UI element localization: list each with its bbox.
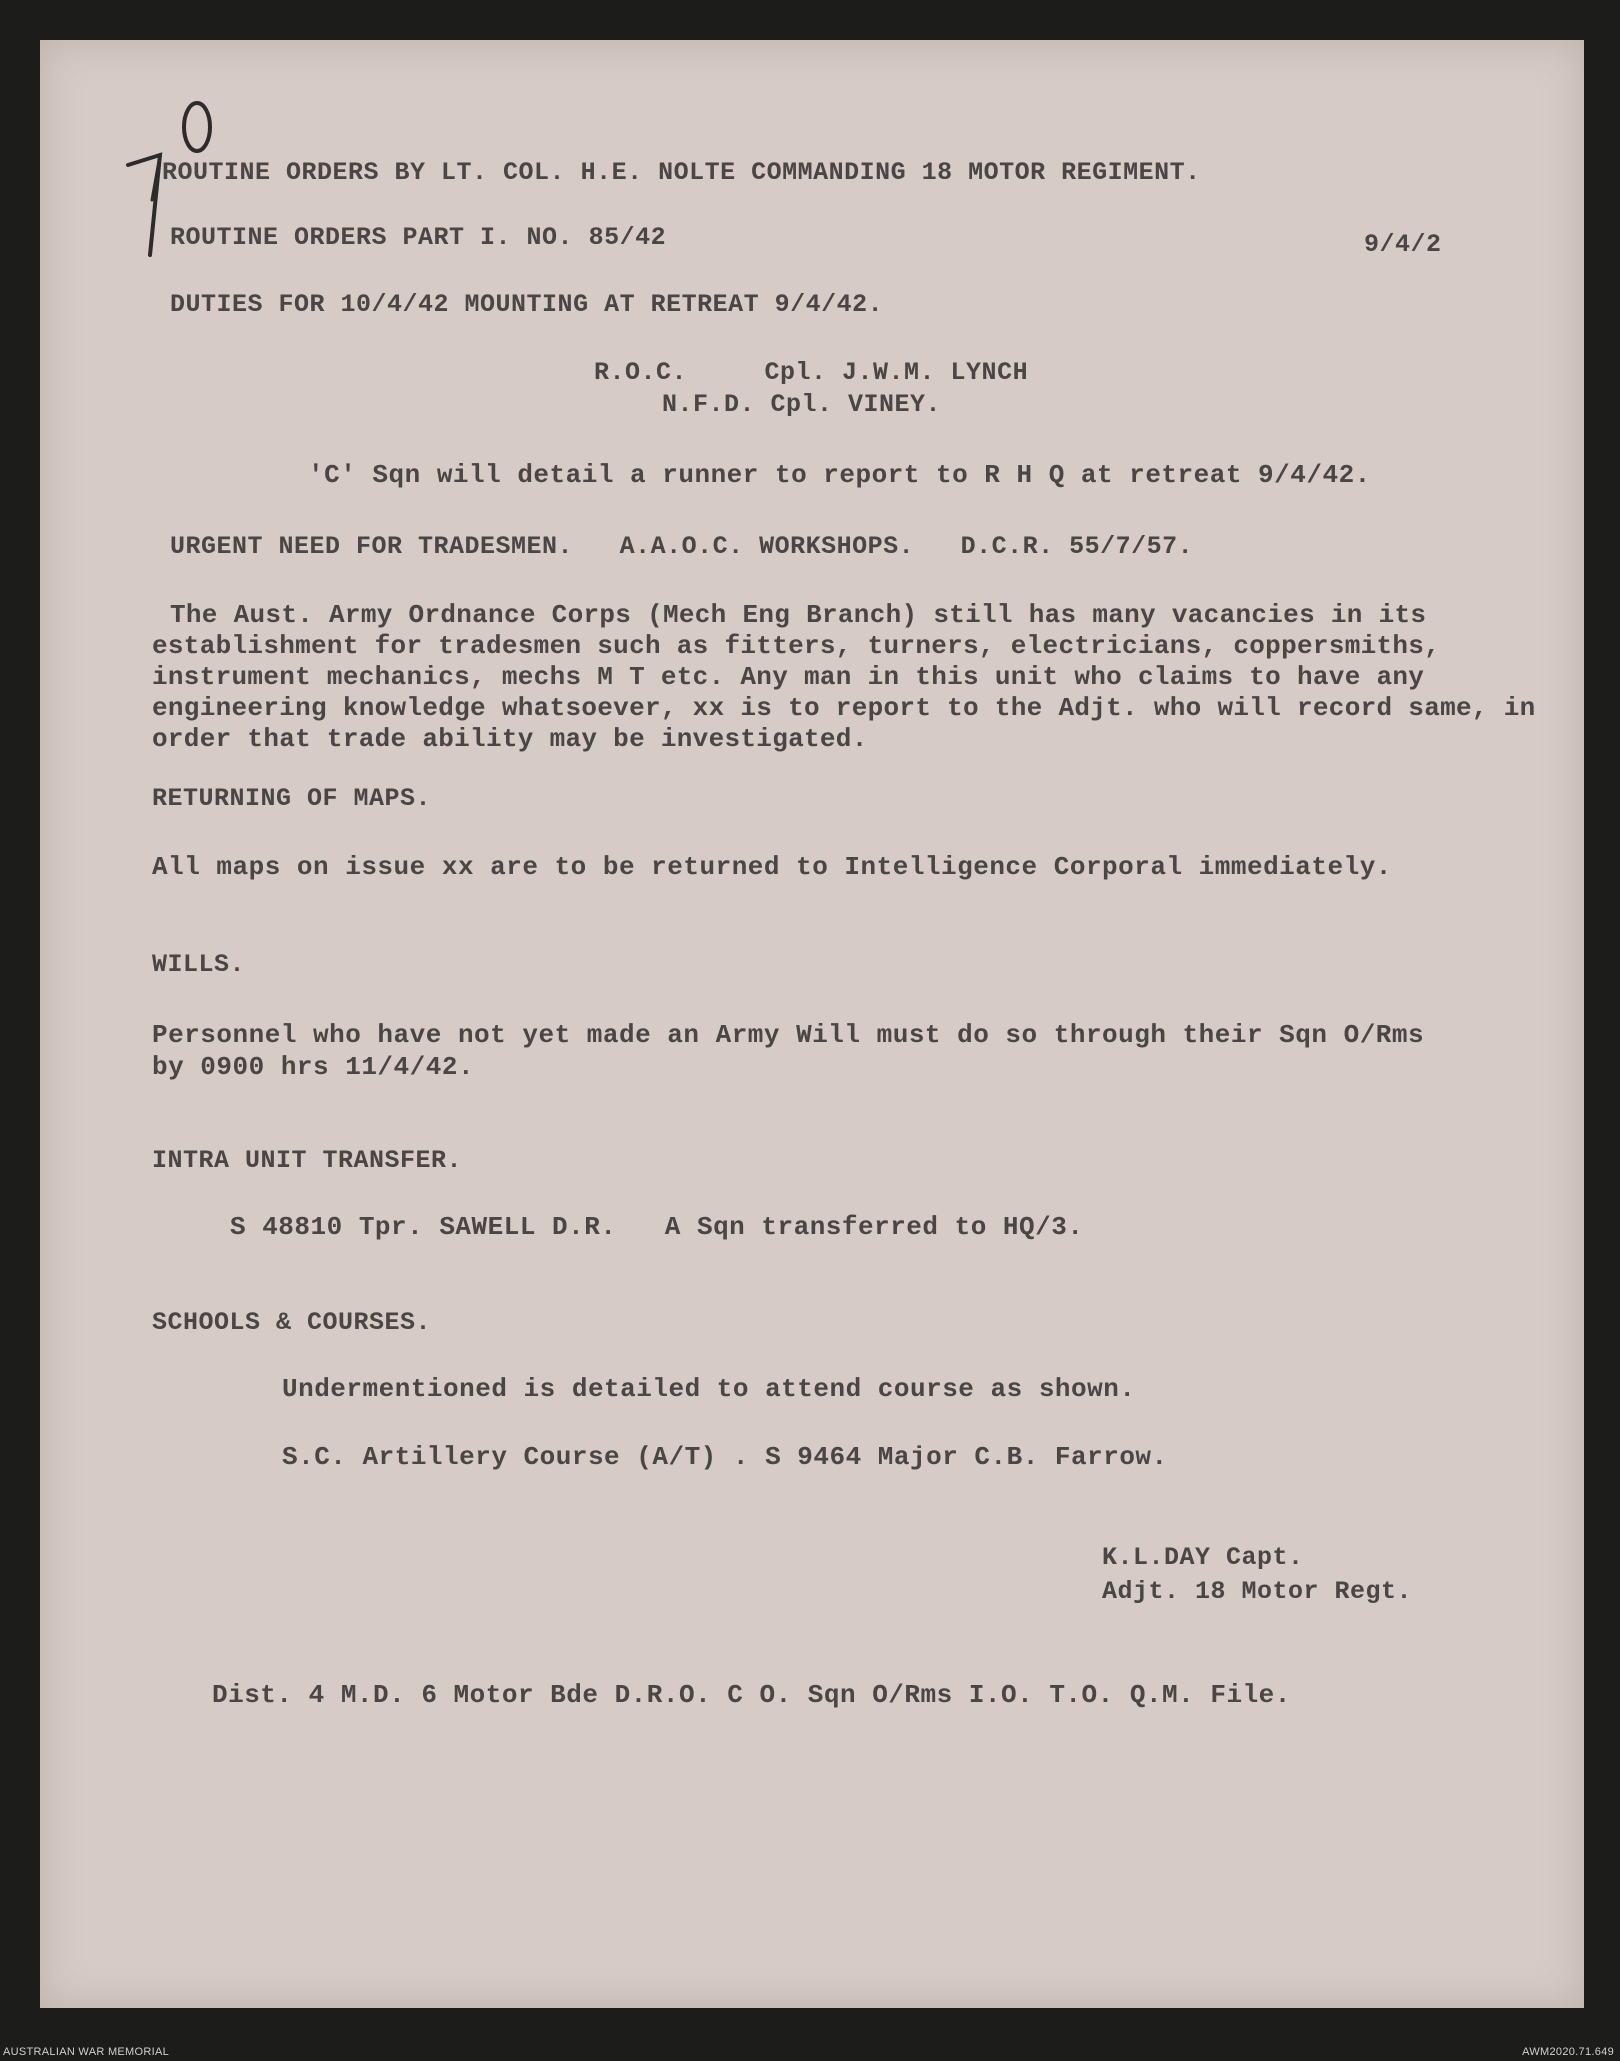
wills-line-1: Personnel who have not yet made an Army Will must do so through their Sqn O/Rms	[152, 1020, 1425, 1050]
schools-line-1: Undermentioned is detailed to attend course as shown.	[282, 1374, 1136, 1404]
signature-title: Adjt. 18 Motor Regt.	[1102, 1577, 1413, 1606]
transfer-line: S 48810 Tpr. SAWELL D.R. A Sqn transferred to HQ/3.	[230, 1212, 1084, 1242]
signature-name: K.L.DAY Capt.	[1102, 1543, 1304, 1572]
maps-heading: RETURNING OF MAPS.	[152, 784, 432, 813]
duty-nfd: N.F.D. Cpl. VINEY.	[662, 390, 942, 419]
schools-line-2: S.C. Artillery Course (A/T) . S 9464 Major C.B. Farrow.	[282, 1442, 1168, 1472]
maps-paragraph: All maps on issue xx are to be returned to Intelligence Corporal immediately.	[152, 852, 1392, 882]
distribution-line: Dist. 4 M.D. 6 Motor Bde D.R.O. C O. Sqn O/Rms I.O. T.O. Q.M. File.	[212, 1680, 1291, 1710]
footer-left: AUSTRALIAN WAR MEMORIAL	[3, 2046, 170, 2058]
tradesmen-heading: URGENT NEED FOR TRADESMEN. A.A.O.C. WORKSHOPS. D.C.R. 55/7/57.	[170, 532, 1194, 561]
document-page	[40, 40, 1584, 2008]
transfer-heading: INTRA UNIT TRANSFER.	[152, 1146, 463, 1175]
document-date: 9/4/2	[1364, 230, 1442, 259]
schools-heading: SCHOOLS & COURSES.	[152, 1308, 432, 1337]
tradesmen-paragraph: The Aust. Army Ordnance Corps (Mech Eng Branch) still has many vacancies in its establishment for tradesmen such as fitters, turners, electricians, coppersmiths, instrument mechanics, mechs M T etc. Any man in this unit who claims to have any engineering knowledge whatsoever, xx is to report to the Adjt. who will record same, in order that trade ability may be investigated.	[152, 600, 1536, 754]
orders-heading: ROUTINE ORDERS BY LT. COL. H.E. NOLTE COMMANDING 18 MOTOR REGIMENT.	[162, 158, 1201, 187]
duties-heading: DUTIES FOR 10/4/42 MOUNTING AT RETREAT 9/4/42.	[170, 290, 884, 319]
runner-line: 'C' Sqn will detail a runner to report to R H Q at retreat 9/4/42.	[308, 460, 1371, 490]
wills-heading: WILLS.	[152, 950, 246, 979]
wills-line-2: by 0900 hrs 11/4/42.	[152, 1052, 475, 1082]
orders-subheading: ROUTINE ORDERS PART I. NO. 85/42	[170, 223, 667, 252]
footer-right: AWM2020.71.649	[1522, 2046, 1614, 2058]
duty-roc: R.O.C. Cpl. J.W.M. LYNCH	[594, 358, 1029, 387]
